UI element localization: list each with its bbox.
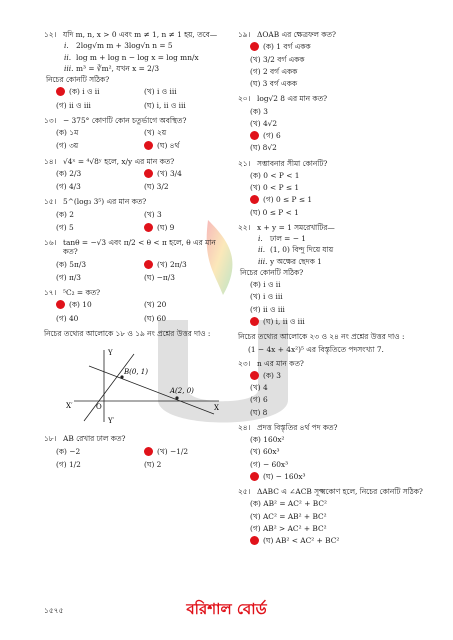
option-text: (গ) ৩য় [56, 141, 79, 151]
option-0[interactable] [250, 435, 438, 444]
option-3[interactable] [144, 460, 232, 469]
question-14: ১৪। √4ˣ = ⁴√8ʸ হলে, x/y এর মান কত? (ক) 2/3 (খ) 3/4 (গ) 4/3 (ঘ) 3/2 [44, 157, 232, 192]
option-2[interactable] [56, 182, 144, 191]
option-text: (ক) 2/3 [56, 168, 82, 178]
option-0[interactable] [56, 210, 144, 219]
option-text: (ঘ) ৪র্থ [157, 141, 180, 151]
option-1[interactable] [250, 183, 438, 192]
option-text: (খ) i ও iii [144, 87, 177, 97]
option-1[interactable] [144, 169, 232, 178]
option-2[interactable] [56, 223, 144, 232]
question-text: ⁵C₂ = কত? [63, 288, 101, 297]
options [56, 87, 232, 110]
question-text: যদি m, n, x > 0 এবং m ≠ 1, n ≠ 1 হয়, তবে— [63, 30, 218, 39]
answer-mark-icon [56, 300, 65, 309]
option-3[interactable] [250, 408, 438, 417]
right-column [238, 30, 438, 551]
statement-i: i. 2log√m m + 3log√n n = 5 [64, 41, 173, 51]
option-0[interactable] [250, 371, 438, 380]
option-text: (গ) 1/2 [56, 459, 81, 469]
option-text: (ক) 5π/3 [56, 259, 87, 269]
answer-mark-icon [250, 195, 259, 204]
statement-ii: ii. log m + log n − log x = log mn/x [64, 52, 199, 62]
question-text: ΔOAB এর ক্ষেত্রফল কত? [257, 30, 336, 39]
options [56, 128, 232, 151]
option-text: (ক) 2 [56, 209, 74, 219]
option-text: (ক) 10 [69, 300, 92, 310]
option-text: (ক) i ও ii [69, 87, 100, 97]
question-number: ১২। [44, 30, 57, 39]
label-b: B(0, 1) [124, 368, 148, 376]
option-0[interactable] [56, 260, 144, 269]
question-22: ২২। x + y = 1 সমরেখাটির— i. ঢাল = − 1 ii. (1, 0) বিন্দু দিয়ে যায় iii. y অক্ষের ছেদক 1 নিচের কোনটি সঠিক? (ক) i ও ii (খ) i ও iii (গ) ii ও iii (ঘ) i, ii ও iii [238, 223, 438, 326]
statement-i: i. ঢাল = − 1 [258, 234, 306, 243]
options [250, 42, 438, 88]
answer-mark-icon [56, 87, 65, 96]
line-through-origin [84, 354, 134, 421]
option-text: (খ) 3/4 [157, 168, 182, 178]
option-1[interactable] [144, 128, 232, 137]
option-3[interactable] [250, 208, 438, 217]
question-18: ১৮। AB রেখার ঢাল কত? (ক) −2 (খ) −1/2 (গ) 1/2 (ঘ) 2 [44, 434, 232, 469]
option-0[interactable] [56, 87, 144, 96]
option-text: (গ) 5 [56, 222, 74, 232]
answer-mark-icon [250, 42, 259, 51]
option-3[interactable] [250, 143, 438, 152]
option-2[interactable] [56, 273, 144, 282]
option-text: (ক) −2 [56, 446, 81, 456]
question-21: ২১। সম্ভাবনার সীমা কোনটি? (ক) 0 < P < 1 (খ) 0 < P ≤ 1 (গ) 0 ≤ P ≤ 1 (ঘ) 0 ≤ P < 1 [238, 159, 438, 217]
option-text: (ক) 0 < P < 1 [250, 170, 300, 180]
option-text: (ক) ১ম [56, 128, 79, 137]
options [56, 260, 232, 283]
passage-23-24: নিচের তথ্যের আলোকে ২৩ ও ২৪ নং প্রশ্নের উত্তর দাও : [238, 332, 405, 341]
option-1[interactable] [144, 260, 232, 269]
option-3[interactable] [250, 79, 438, 88]
question-prompt: নিচের কোনটি সঠিক? [46, 75, 110, 84]
option-text: (গ) AB² > AC² + BC² [250, 523, 327, 533]
option-text: (খ) 4 [250, 383, 268, 392]
passage-expression: (1 − 4x + 4x²)⁵ এর বিস্তৃতিতে পদসংখ্যা 7. [248, 345, 384, 355]
page-number: ১৫৭৫ [44, 606, 64, 615]
option-text: (ঘ) 8√2 [250, 143, 277, 153]
question-15: ১৫। 5^(log₃ 3⁵) এর মান কত? (ক) 2 (খ) 3 (গ) 5 (ঘ) 9 [44, 197, 232, 232]
option-text: (ঘ) i, ii ও iii [263, 316, 305, 326]
option-text: (গ) ii ও iii [56, 100, 91, 110]
question-17: ১৭। ⁵C₂ = কত? (ক) 10 (খ) 20 (গ) 40 (ঘ) 60 [44, 288, 232, 323]
option-text: (খ) 3/2 বর্গ একক [250, 54, 305, 64]
option-1[interactable] [144, 300, 232, 309]
question-16: ১৬। tanθ = −√3 এবং π/2 < θ < π হলে, θ এর মান কত? (ক) 5π/3 (খ) 2π/3 (গ) π/3 (ঘ) −π/3 [44, 238, 232, 282]
option-text: (গ) π/3 [56, 272, 82, 282]
option-text: (ক) 3 [263, 370, 281, 380]
option-3[interactable] [144, 314, 232, 323]
answer-mark-icon [250, 131, 259, 140]
point-a [175, 396, 178, 399]
question-24: ২৪। প্রদত্ত বিস্তৃতির ৪র্থ পদ কত? (ক) 160x² (খ) 60x³ (গ) − 60x³ (ঘ) − 160x³ [238, 423, 438, 481]
question-20: ২০। log√2 8 এর মান কত? (ক) 3 (খ) 4√2 (গ) 6 (ঘ) 8√2 [238, 94, 438, 152]
statement-iii: iii. m³ = ∛m², যখন x = 2/3 [64, 63, 160, 73]
answer-mark-icon [144, 141, 153, 150]
option-3[interactable] [250, 536, 438, 545]
question-19: ১৯। ΔOAB এর ক্ষেত্রফল কত? (ক) 1 বর্গ একক (খ) 3/2 বর্গ একক (গ) 2 বর্গ একক (ঘ) 3 বর্গ একক [238, 30, 438, 88]
option-text: (খ) AC² = AB² + BC² [250, 511, 327, 521]
question-12 [44, 30, 232, 110]
question-text: log√2 8 এর মান কত? [257, 94, 328, 104]
option-2[interactable] [250, 195, 438, 204]
option-text: (ক) 160x² [250, 435, 285, 444]
option-1[interactable] [250, 55, 438, 64]
option-0[interactable] [56, 169, 144, 178]
option-1[interactable] [144, 447, 232, 456]
option-1[interactable] [250, 512, 438, 521]
question-text: ΔABC এ ∠ACB সূক্ষ্মকোণ হলে, নিচের কোনটি সঠিক? [257, 487, 423, 496]
question-13: ১৩। − 375° কোণটি কোন চতুর্ভাগে অবস্থিত? (ক) ১ম (খ) ২য় (গ) ৩য় (ঘ) ৪র্থ [44, 116, 232, 151]
option-0[interactable] [56, 128, 144, 137]
option-text: (খ) 4√2 [250, 118, 278, 128]
option-0[interactable] [56, 447, 144, 456]
answer-mark-icon [144, 260, 153, 269]
answer-mark-icon [250, 371, 259, 380]
option-3[interactable] [144, 223, 232, 232]
option-2[interactable] [250, 524, 438, 533]
option-text: (গ) 0 ≤ P ≤ 1 [263, 195, 313, 205]
option-0[interactable] [250, 499, 438, 508]
option-text: (ঘ) 0 ≤ P < 1 [250, 207, 299, 217]
option-text: (ঘ) AB² < AC² + BC² [263, 536, 340, 545]
option-0[interactable] [250, 171, 438, 180]
option-text: (ঘ) 3/2 [144, 182, 169, 191]
answer-mark-icon [144, 447, 153, 456]
options [250, 499, 438, 545]
line-graph [64, 346, 224, 426]
option-text: (খ) i ও iii [250, 292, 283, 302]
option-3[interactable] [250, 317, 438, 326]
question-text: tanθ = −√3 এবং π/2 < θ < π হলে, θ এর মান কত? [63, 238, 216, 257]
options [56, 300, 232, 323]
option-3[interactable] [144, 141, 232, 150]
question-23: ২৩। n এর মান কত? (ক) 3 (খ) 4 (গ) 6 (ঘ) 8 [238, 359, 438, 417]
label-origin: O [96, 403, 102, 411]
option-text: (ক) AB² = AC² + BC² [250, 499, 327, 509]
option-text: (খ) 20 [144, 300, 167, 310]
option-2[interactable] [250, 395, 438, 404]
option-3[interactable] [144, 182, 232, 191]
option-text: (খ) −1/2 [157, 446, 189, 456]
option-2[interactable] [250, 67, 438, 76]
option-3[interactable] [144, 273, 232, 282]
options [56, 447, 232, 470]
label-x-prime: X′ [66, 402, 73, 410]
option-1[interactable] [250, 292, 438, 301]
options [250, 280, 438, 326]
option-2[interactable] [250, 305, 438, 314]
option-2[interactable] [56, 460, 144, 469]
option-1[interactable] [250, 447, 438, 456]
question-prompt: নিচের কোনটি সঠিক? [240, 267, 304, 277]
option-0[interactable] [250, 280, 438, 289]
answer-mark-icon [250, 536, 259, 545]
option-text: (গ) 6 [250, 395, 268, 405]
option-text: (গ) 2 বর্গ একক [250, 66, 298, 76]
question-text: 5^(log₃ 3⁵) এর মান কত? [63, 197, 147, 207]
option-0[interactable] [250, 107, 438, 116]
option-2[interactable] [250, 131, 438, 140]
option-text: (ক) i ও ii [250, 280, 281, 289]
options [56, 169, 232, 192]
option-text: (খ) 0 < P ≤ 1 [250, 183, 300, 192]
label-y: Y [108, 349, 113, 357]
option-text: (ঘ) i, ii ও iii [144, 100, 186, 110]
option-text: (ঘ) 9 [157, 222, 175, 232]
question-text: n এর মান কত? [257, 358, 304, 368]
option-text: (গ) 4/3 [56, 182, 81, 191]
option-0[interactable] [250, 42, 438, 51]
option-text: (খ) 2π/3 [157, 259, 187, 269]
option-text: (ঘ) −π/3 [144, 272, 175, 282]
option-1[interactable] [250, 383, 438, 392]
options [250, 435, 438, 481]
answer-mark-icon [250, 472, 259, 481]
label-y-prime: Y′ [108, 417, 115, 425]
question-text: √4ˣ = ⁴√8ʸ হলে, x/y এর মান কত? [63, 156, 175, 166]
option-text: (ক) 1 বর্গ একক [263, 42, 311, 52]
option-1[interactable] [144, 210, 232, 219]
options [250, 107, 438, 153]
answer-mark-icon [144, 223, 153, 232]
question-text: সম্ভাবনার সীমা কোনটি? [257, 158, 328, 168]
option-3[interactable] [250, 472, 438, 481]
options [250, 371, 438, 417]
question-text: AB রেখার ঢাল কত? [63, 434, 126, 444]
option-text: (ঘ) 8 [250, 407, 268, 417]
option-1[interactable] [144, 87, 232, 96]
option-text: (খ) 60x³ [250, 447, 280, 457]
option-2[interactable] [56, 101, 144, 110]
options [56, 210, 232, 233]
option-2[interactable] [56, 141, 144, 150]
option-text: (ঘ) 2 [144, 459, 162, 469]
option-text: (ক) 3 [250, 106, 268, 116]
option-text: (গ) − 60x³ [250, 459, 289, 469]
label-a: A(2, 0) [170, 387, 194, 395]
statement-ii: ii. (1, 0) বিন্দু দিয়ে যায় [258, 245, 334, 255]
option-text: (গ) 6 [263, 131, 281, 140]
statement-iii: iii. y অক্ষের ছেদক 1 [258, 256, 322, 266]
option-0[interactable] [56, 300, 144, 309]
question-25: ২৫। ΔABC এ ∠ACB সূক্ষ্মকোণ হলে, নিচের কোনটি সঠিক? (ক) AB² = AC² + BC² (খ) AC² = AB² + BC² (গ) AB² > AC² + BC² (ঘ) AB² < AC² + BC² [238, 487, 438, 545]
option-text: (গ) 40 [56, 313, 79, 323]
question-text: প্রদত্ত বিস্তৃতির ৪র্থ পদ কত? [257, 422, 338, 432]
option-text: (খ) ২য় [144, 128, 167, 137]
question-text: − 375° কোণটি কোন চতুর্ভাগে অবস্থিত? [63, 115, 187, 125]
passage-18-19: নিচের তথ্যের আলোকে ১৮ ও ১৯ নং প্রশ্নের উত্তর দাও : [44, 328, 211, 338]
label-x: X [214, 404, 219, 412]
left-column [44, 30, 232, 475]
answer-mark-icon [250, 317, 259, 326]
option-text: (খ) 3 [144, 209, 162, 219]
options [250, 171, 438, 217]
option-text: (ঘ) 60 [144, 313, 167, 323]
option-2[interactable] [56, 314, 144, 323]
option-text: (ঘ) 3 বর্গ একক [250, 79, 298, 88]
question-text: x + y = 1 সমরেখাটির— [257, 222, 335, 232]
option-text: (গ) ii ও iii [250, 304, 285, 314]
option-3[interactable] [144, 101, 232, 110]
line-ab [89, 366, 214, 414]
option-2[interactable] [250, 460, 438, 469]
board-name: বরিশাল বোর্ড [186, 600, 267, 618]
option-text: (ঘ) − 160x³ [263, 471, 306, 481]
option-1[interactable] [250, 119, 438, 128]
answer-mark-icon [144, 169, 153, 178]
